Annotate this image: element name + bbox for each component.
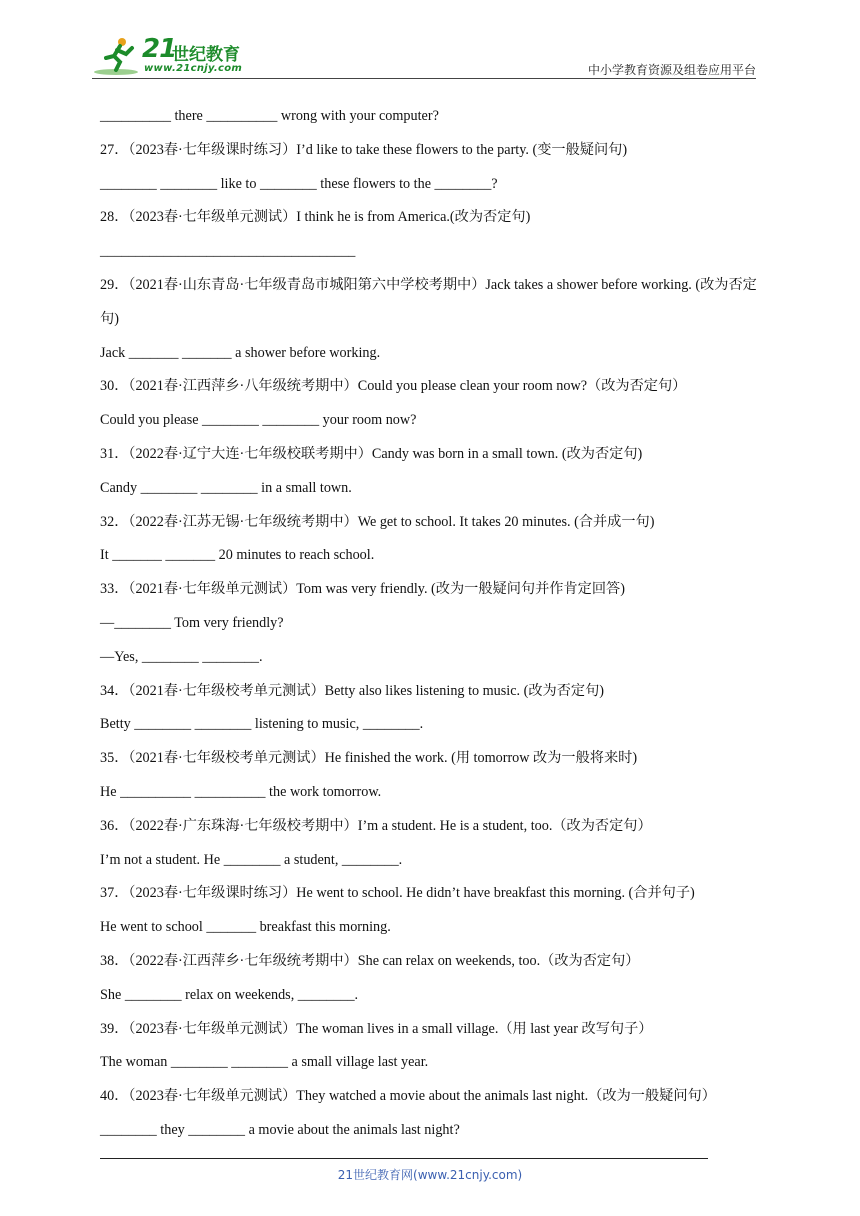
answer-line: He __________ __________ the work tomorrow. — [100, 783, 382, 800]
question-34: 34．（2021春·七年级校考单元测试）Betty also likes listening to music. (改为否定句) — [100, 682, 605, 699]
question-28: 28．（2023春·七年级单元测试）I think he is from America.(改为否定句) — [100, 209, 531, 226]
question-29: 29．（2021春·山东青岛·七年级青岛市城阳第六中学校考期中）Jack takes a shower before working. (改为否定句) — [100, 276, 757, 327]
answer-line: Jack _______ _______ a shower before working. — [100, 344, 381, 361]
answer-line: The woman ________ ________ a small village last year. — [100, 1054, 429, 1071]
question-30: 30．（2021春·江西萍乡·八年级统考期中）Could you please clean your room now?（改为否定句） — [100, 378, 687, 395]
question-35: 35．（2021春·七年级校考单元测试）He finished the work. (用 tomorrow 改为一般将来时) — [100, 750, 638, 767]
exercise-content — [100, 100, 765, 1148]
answer-line: ________ they ________ a movie about the animals last night? — [100, 1121, 460, 1138]
question-33: 33．（2021春·七年级单元测试）Tom was very friendly. (改为一般疑问句并作肯定回答) — [100, 581, 625, 598]
logo-url: www.21cnjy.com — [144, 63, 243, 74]
answer-line: __________ there __________ wrong with your computer? — [100, 108, 439, 124]
answer-line: ____________________________________ — [100, 243, 356, 260]
answer-line: He went to school _______ breakfast this morning. — [100, 919, 391, 936]
footer-divider — [100, 1158, 708, 1159]
answer-line: Candy ________ ________ in a small town. — [100, 479, 352, 496]
question-27: 27．（2023春·七年级课时练习）I’d like to take these flowers to the party. (变一般疑问句) — [100, 141, 628, 158]
question-32: 32．（2022春·江苏无锡·七年级统考期中）We get to school. It takes 20 minutes. (合并成一句) — [100, 513, 655, 530]
answer-line: —________ Tom very friendly? — [100, 614, 284, 631]
site-logo — [92, 36, 262, 76]
question-37: 37．（2023春·七年级课时练习）He went to school. He didn’t have breakfast this morning. (合并句子) — [100, 885, 695, 902]
question-36: 36．（2022春·广东珠海·七年级校考期中）I’m a student. He is a student, too.（改为否定句） — [100, 817, 652, 834]
footer-source: 21世纪教育网(www.21cnjy.com) — [337, 1168, 523, 1182]
question-31: 31．（2022春·辽宁大连·七年级校联考期中）Candy was born in a small town. (改为否定句) — [100, 445, 643, 462]
header-platform-text: 中小学教育资源及组卷应用平台 — [587, 63, 756, 77]
question-38: 38．（2022春·江西萍乡·七年级统考期中）She can relax on weekends, too.（改为否定句） — [100, 952, 640, 969]
logo-number: 21 — [142, 34, 177, 64]
answer-line: ________ ________ like to ________ these flowers to the ________? — [100, 175, 498, 192]
runner-icon — [92, 36, 144, 76]
logo-chinese-name: 世纪教育 — [172, 45, 240, 65]
answer-line: It _______ _______ 20 minutes to reach school. — [100, 547, 375, 564]
answer-line: I’m not a student. He ________ a student, ________. — [100, 851, 403, 868]
question-39: 39．（2023春·七年级单元测试）The woman lives in a small village.（用 last year 改写句子） — [100, 1020, 653, 1037]
answer-line: Betty ________ ________ listening to music, ________. — [100, 716, 424, 733]
answer-line: Could you please ________ ________ your room now? — [100, 412, 417, 429]
page-header — [92, 36, 756, 80]
answer-line: —Yes, ________ ________. — [100, 648, 263, 665]
header-divider — [92, 78, 756, 79]
question-40: 40．（2023春·七年级单元测试）They watched a movie about the animals last night.（改为一般疑问句） — [100, 1088, 716, 1105]
answer-line: She ________ relax on weekends, ________. — [100, 986, 359, 1003]
